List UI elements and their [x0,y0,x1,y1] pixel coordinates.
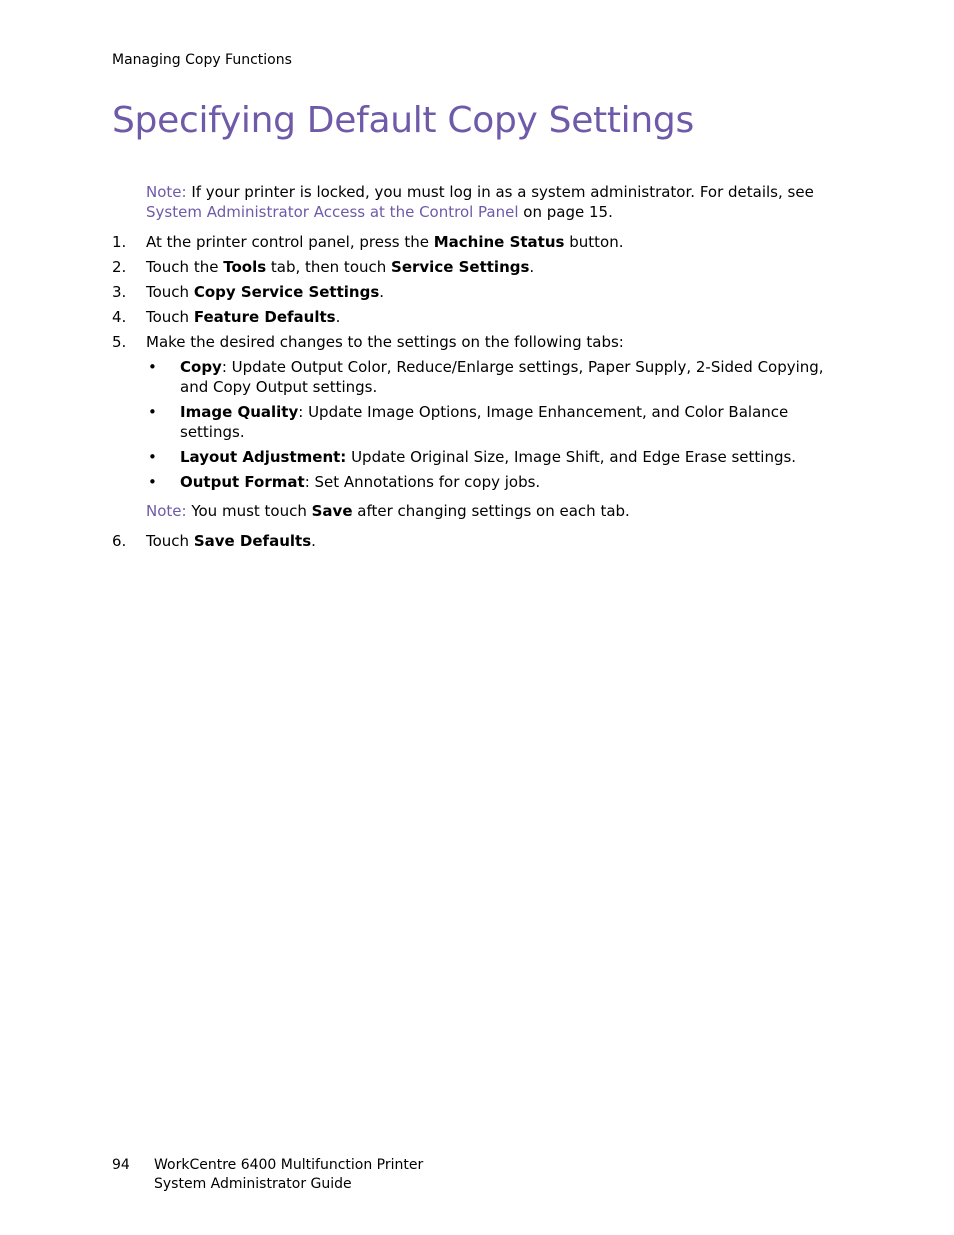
list-item [146,402,832,442]
step-text: . [379,283,385,301]
list-text: Update Original Size, Image Shift, and Edge Erase settings. [346,448,797,466]
ui-term: Layout Adjustment: [180,448,347,466]
list-item [146,472,832,492]
list-item [146,447,832,467]
step-text: Touch [146,532,194,550]
step-text: Touch [146,308,194,326]
list-text: : Update Output Color, Reduce/Enlarge settings, Paper Supply, 2-Sided Copying, and Copy Output settings. [180,358,824,396]
step-text: At the printer control panel, press the [146,233,434,251]
step-text: Make the desired changes to the settings on the following tabs: [146,333,624,351]
note-locked [146,182,832,222]
step-number: 2. [112,258,127,276]
step-number: 3. [112,283,127,301]
step-4 [112,307,832,327]
footer-title [154,1156,423,1194]
ui-term: Image Quality [180,403,299,421]
ui-term: Feature Defaults [193,308,336,326]
page-title: Specifying Default Copy Settings [112,100,694,141]
step-5 [112,332,832,352]
step-text: tab, then touch [266,258,392,276]
page-footer [112,1156,423,1194]
ui-term: Tools [223,258,267,276]
note-text: after changing settings on each tab. [352,502,630,520]
step-number: 6. [112,532,127,550]
list-text: : Set Annotations for copy jobs. [304,473,541,491]
tab-list [146,357,832,492]
list-text: : Update Image Options, Image Enhancement, and Color Balance settings. [180,403,789,441]
step-text: button. [564,233,624,251]
ui-term: Copy Service Settings [193,283,380,301]
bullet-icon: • [148,473,157,491]
step-text: Touch the [146,258,224,276]
step-number: 1. [112,233,127,251]
ui-term: Output Format [180,473,305,491]
document-body [112,182,832,551]
ui-term: Service Settings [391,258,530,276]
step-2 [112,257,832,277]
step-1 [112,232,832,252]
note-text: You must touch [186,502,312,520]
note-text-after: on page 15. [518,203,613,221]
note-text: If your printer is locked, you must log in as a system administrator. For details, see [186,183,814,201]
step-number: 4. [112,308,127,326]
ui-term: Machine Status [433,233,565,251]
step-number: 5. [112,333,127,351]
note-label: Note: [146,502,187,520]
step-text: . [311,532,316,550]
ui-term: Save [311,502,353,520]
step-text: Touch [146,283,194,301]
page-number: 94 [112,1157,130,1173]
step-3 [112,282,832,302]
running-head: Managing Copy Functions [112,52,292,68]
step-6 [112,531,832,551]
bullet-icon: • [148,403,157,421]
step-text: . [529,258,535,276]
note-save [146,501,832,521]
ui-term: Copy [180,358,222,376]
footer-line: System Administrator Guide [154,1176,352,1192]
footer-line: WorkCentre 6400 Multifunction Printer [154,1157,424,1173]
step-text: . [335,308,341,326]
bullet-icon: • [148,448,157,466]
list-item [146,357,832,397]
bullet-icon: • [148,358,157,376]
cross-reference-link[interactable]: System Administrator Access at the Control Panel [146,203,519,221]
note-label: Note: [146,183,187,201]
ui-term: Save Defaults [193,532,312,550]
